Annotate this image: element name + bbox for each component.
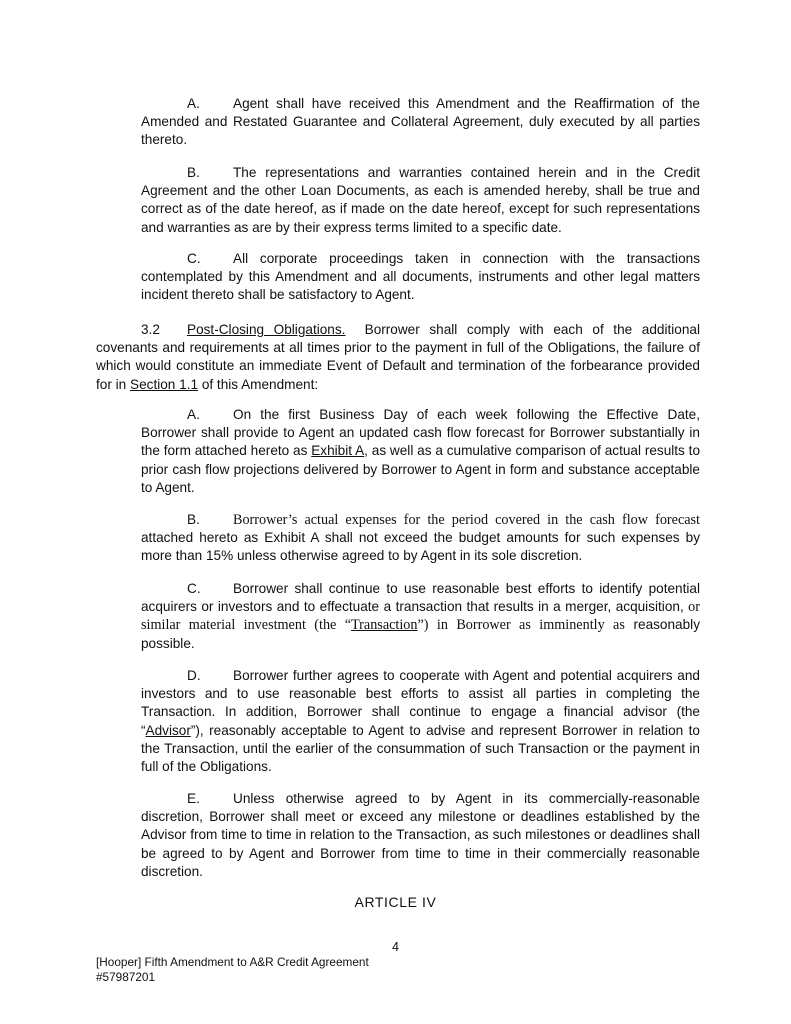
obligation-c-serif-open: or similar material investment (the “ [141, 599, 700, 634]
obligation-c-paragraph [141, 580, 700, 653]
condition-b-text: The representations and warranties contained herein and in the Credit Agreement and the other Loan Documents, as each is amended hereby, shall be true and correct as of the date hereof, as if made on the date hereof, except for such representations and warranties as are by their express terms limited to a specific date. [141, 165, 700, 235]
condition-a-text: Agent shall have received this Amendment and the Reaffirmation of the Amended and Restated Guarantee and Collateral Agreement, duly executed by all parties thereto. [141, 96, 700, 148]
article-heading: ARTICLE IV [354, 894, 437, 910]
obligation-a-paragraph [141, 406, 700, 497]
document-footer [96, 955, 369, 985]
obligation-a-label: A. [187, 407, 200, 422]
obligation-e-label: E. [187, 791, 200, 806]
obligation-d-text: Borrower further agrees to cooperate with Agent and potential acquirers and investors and to use reasonable best efforts to assist all parties in completing the Transaction. In addition, Borrower shall continue to engage a financial advisor (the “ [141, 668, 700, 738]
obligation-a-text: On the first Business Day of each week following the Effective Date, Borrower shall provide to Agent an updated cash flow forecast for Borrower substantially in the form attached hereto as [141, 407, 700, 459]
obligation-b-text: attached hereto as Exhibit A shall not exceed the budget amounts for such expenses by more than 15% unless otherwise agreed to by Agent in its sole discretion. [141, 530, 700, 564]
obligation-a-text-end: , as well as a cumulative comparison of actual results to prior cash flow projections delivered by Borrower to Agent in form and substance acceptable to Agent. [141, 443, 701, 495]
condition-a-paragraph [141, 95, 700, 150]
transaction-defined-term: Transaction [351, 617, 418, 634]
obligation-b-paragraph [141, 511, 700, 566]
obligation-d-paragraph [141, 667, 700, 776]
section-3-2-intro: Borrower shall comply with each of the additional covenants and requirements at all times prior to the payment in full of the Obligations, the failure of which would constitute an immediate Event of Default and termination of the forbearance provided for in [96, 322, 700, 392]
page-number: 4 [392, 940, 399, 954]
footer-document-title: [Hooper] Fifth Amendment to A&R Credit Agreement [96, 955, 369, 969]
footer-document-id: #57987201 [96, 970, 156, 984]
obligation-e-text: Unless otherwise agreed to by Agent in its commercially-reasonable discretion, Borrower shall meet or exceed any milestone or deadlines established by the Advisor from time to time in relation to the Transaction, as such milestones or deadlines shall be agreed to by Agent and Borrower from time to time in their commercially reasonable discretion. [141, 791, 700, 879]
obligation-b-serif-text: Borrower’s actual expenses for the period covered in the cash flow forecast [233, 512, 700, 528]
condition-c-paragraph [141, 250, 700, 305]
obligation-c-label: C. [187, 581, 201, 596]
condition-b-paragraph [141, 164, 700, 237]
section-3-2-intro-end: of this Amendment: [201, 376, 319, 392]
obligation-c-text: Borrower shall continue to use reasonable best efforts to identify potential acquirers or investors and to effectuate a transaction that results in a merger, acquisition, [141, 581, 700, 615]
condition-b-label: B. [187, 165, 200, 180]
section-3-2-number: 3.2 [141, 322, 160, 337]
section-3-2-paragraph [96, 321, 700, 394]
obligation-c-serif-close: ”) in Borrower as imminently as [417, 617, 625, 634]
obligation-d-text-end: ”), reasonably acceptable to Agent to advise and represent Borrower in relation to the Transaction, until the earlier of the consummation of such Transaction or the payment in full of the Obligations. [141, 722, 700, 775]
advisor-defined-term: Advisor [145, 722, 191, 738]
section-1-1-reference: Section 1.1 [130, 376, 199, 392]
section-3-2-title: Post-Closing Obligations. [187, 322, 346, 337]
condition-c-label: C. [187, 251, 201, 266]
obligation-e-paragraph [141, 790, 700, 881]
condition-c-text: All corporate proceedings taken in connection with the transactions contemplated by this Amendment and all documents, instruments and other legal matters incident thereto shall be satisfactory to Agent. [141, 251, 700, 303]
exhibit-a-reference: Exhibit A [311, 443, 365, 459]
condition-a-label: A. [187, 96, 200, 111]
obligation-b-label: B. [187, 512, 200, 527]
obligation-c-text-end: reasonably possible. [141, 617, 700, 651]
obligation-d-label: D. [187, 668, 201, 683]
